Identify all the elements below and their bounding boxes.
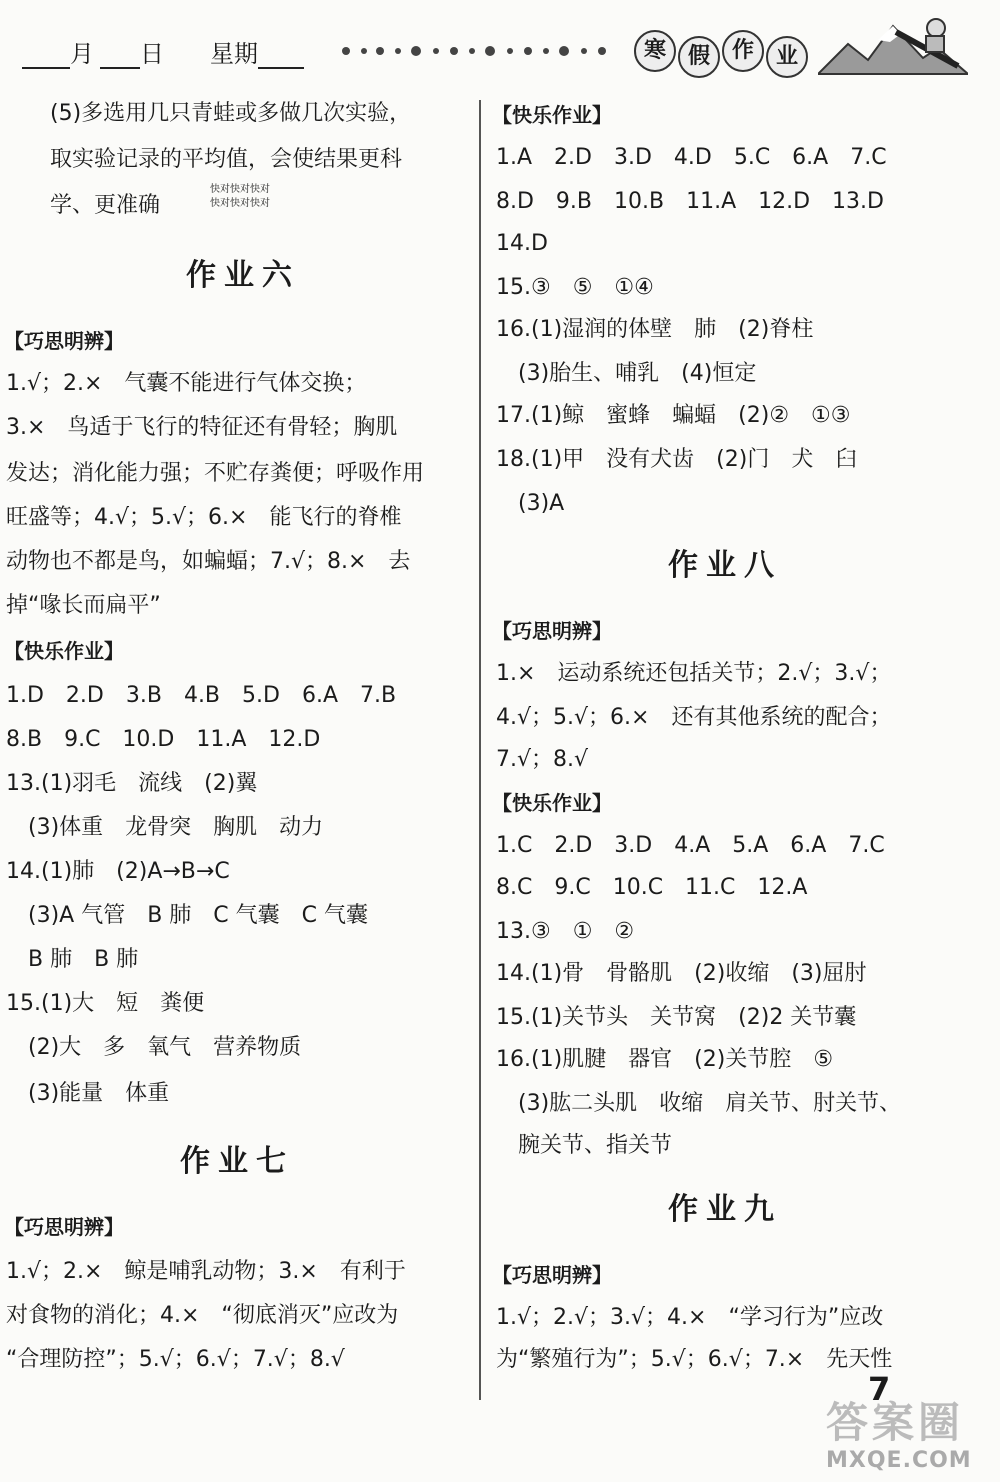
header-badge-2: 假 — [678, 36, 720, 78]
answer-line: (2)大 多 氧气 营养物质 — [6, 1035, 302, 1060]
answer-line: (3)体重 龙骨突 胸肌 动力 — [6, 815, 324, 840]
section-label-qiaosi: 【巧思明辨】 — [4, 1215, 124, 1239]
answer-line: 掉“喙长而扁平” — [6, 593, 161, 618]
answer-line: 腕关节、指关节 — [496, 1133, 673, 1158]
answer-line: 为“繁殖行为”；5.√；6.√；7.× 先天性 — [496, 1347, 893, 1372]
answer-line: 动物也不都是鸟，如蝙蝠；7.√；8.× 去 — [6, 549, 411, 574]
date-day: 日 — [100, 34, 164, 69]
section-label-kuaile: 【快乐作业】 — [492, 791, 612, 815]
section-title-hw6: 作业六 — [186, 258, 300, 293]
answer-line: 13.(1)羽毛 流线 (2)翼 — [6, 771, 258, 796]
answer-line: 1.D 2.D 3.B 4.B 5.D 6.A 7.B — [6, 683, 397, 708]
answer-line: 8.B 9.C 10.D 11.A 12.D — [6, 727, 321, 752]
mountain-skier-illustration — [818, 14, 968, 80]
header-badge-1: 寒 — [634, 30, 676, 72]
answer-line: 7.√；8.√ — [496, 747, 589, 772]
answer-line: (3)能量 体重 — [6, 1081, 170, 1106]
answer-line: 1.× 运动系统还包括关节；2.√；3.√； — [496, 661, 892, 686]
answer-line: 14.D — [496, 231, 548, 256]
answer-line: 16.(1)湿润的体壁 肺 (2)脊柱 — [496, 317, 814, 342]
section-label-qiaosi: 【巧思明辨】 — [4, 329, 124, 353]
answer-line: 18.(1)甲 没有犬齿 (2)门 犬 臼 — [496, 447, 858, 472]
date-weekday: 星期 — [210, 34, 304, 69]
answer-line: 17.(1)鲸 蜜蜂 蝙蝠 (2)② ①③ — [496, 403, 851, 428]
intro-line: 学、更准确 — [50, 193, 161, 218]
answer-line: 1.A 2.D 3.D 4.D 5.C 6.A 7.C — [496, 145, 887, 170]
section-label-qiaosi: 【巧思明辨】 — [492, 619, 612, 643]
answer-line: 8.C 9.C 10.C 11.C 12.A — [496, 875, 808, 900]
answer-line: 14.(1)肺 (2)A→B→C — [6, 859, 230, 884]
intro-line: 取实验记录的平均值，会使结果更科 — [50, 147, 403, 172]
section-label-qiaosi: 【巧思明辨】 — [492, 1263, 612, 1287]
answer-line: (3)A 气管 B 肺 C 气囊 C 气囊 — [6, 903, 369, 928]
date-month: 月 — [22, 34, 94, 69]
handwritten-note: 快对快对快对 — [210, 184, 270, 195]
answer-line: 15.(1)大 短 粪便 — [6, 991, 205, 1016]
answer-line: (3)A — [496, 491, 565, 516]
answer-line: (3)肱二头肌 收缩 肩关节、肘关节、 — [496, 1091, 902, 1116]
section-title-hw8: 作业八 — [668, 548, 782, 583]
answer-line: B 肺 B 肺 — [6, 947, 139, 972]
watermark-url: MXQE.COM — [826, 1448, 972, 1473]
answer-line: 15.③ ⑤ ①④ — [496, 275, 654, 300]
section-label-kuaile: 【快乐作业】 — [492, 103, 612, 127]
answer-line: 旺盛等；4.√；5.√；6.× 能飞行的脊椎 — [6, 505, 402, 530]
answer-line: (3)胎生、哺乳 (4)恒定 — [496, 361, 757, 386]
answer-line: 发达；消化能力强；不贮存粪便；呼吸作用 — [6, 461, 425, 486]
answer-line: 对食物的消化；4.× “彻底消灭”应改为 — [6, 1303, 399, 1328]
dot-divider-decoration — [340, 44, 610, 58]
section-title-hw7: 作业七 — [180, 1144, 294, 1179]
answer-line: 14.(1)骨 骨骼肌 (2)收缩 (3)屈肘 — [496, 961, 867, 986]
answer-line: 1.√；2.√；3.√；4.× “学习行为”应改 — [496, 1305, 884, 1330]
answer-line: 4.√；5.√；6.× 还有其他系统的配合； — [496, 705, 892, 730]
page-number: 7 — [868, 1370, 891, 1408]
watermark-logo: 答案圈 — [826, 1398, 965, 1447]
header-badge-3: 作 — [722, 30, 764, 72]
answer-line: 15.(1)关节头 关节窝 (2)2 关节囊 — [496, 1005, 857, 1030]
answer-line: 1.√；2.× 鲸是哺乳动物；3.× 有利于 — [6, 1259, 406, 1284]
answer-line: 8.D 9.B 10.B 11.A 12.D 13.D — [496, 189, 884, 214]
intro-line: (5)多选用几只青蛙或多做几次实验， — [50, 101, 412, 126]
answer-line: 3.× 鸟适于飞行的特征还有骨轻；胸肌 — [6, 415, 398, 440]
section-title-hw9: 作业九 — [668, 1192, 782, 1227]
handwritten-note: 快对快对快对 — [210, 198, 270, 209]
header-badge-4: 业 — [766, 36, 808, 78]
section-label-kuaile: 【快乐作业】 — [4, 639, 124, 663]
answer-line: 16.(1)肌腱 器官 (2)关节腔 ⑤ — [496, 1047, 834, 1072]
answer-line: “合理防控”；5.√；6.√；7.√；8.√ — [6, 1347, 345, 1372]
answer-line: 1.√；2.× 气囊不能进行气体交换； — [6, 371, 367, 396]
answer-line: 13.③ ① ② — [496, 919, 635, 944]
answer-line: 1.C 2.D 3.D 4.A 5.A 6.A 7.C — [496, 833, 885, 858]
column-divider — [479, 100, 481, 1400]
